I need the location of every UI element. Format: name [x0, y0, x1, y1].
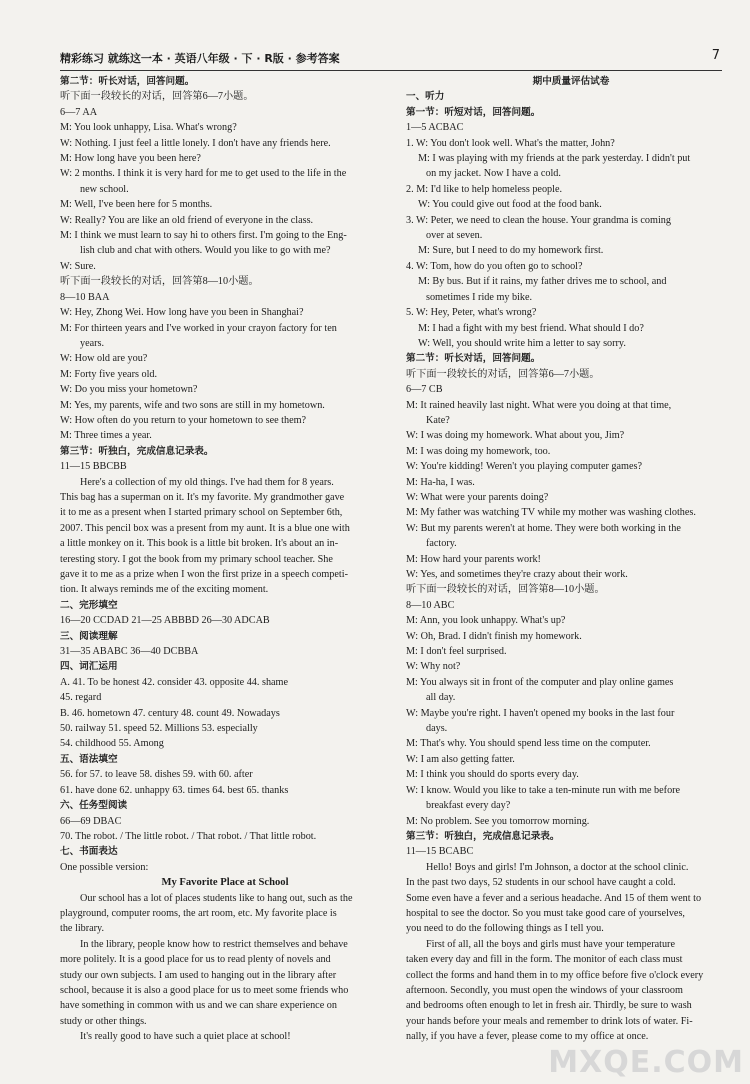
right-column-line: M: Ha-ha, I was.: [406, 476, 475, 488]
left-column-line: W: How old are you?: [60, 353, 148, 365]
left-column-line: 第二节：听长对话，回答问题。: [60, 76, 195, 87]
left-column-line: 45. regard: [60, 692, 102, 704]
right-column-line: In the past two days, 52 students in our school have caught a cold.: [406, 877, 676, 889]
left-column-line: 54. childhood 55. Among: [60, 738, 164, 750]
right-column-line: over at seven.: [426, 230, 483, 242]
right-column-line: you need to do the following things as I tell you.: [406, 923, 604, 935]
left-column-line: 56. for 57. to leave 58. dishes 59. with 60. after: [60, 769, 253, 781]
right-column-line: 一、听力: [406, 91, 445, 103]
right-column-line: afternoon. Secondly, you must open the windows of your classroom: [406, 984, 683, 996]
right-column-line: W: I am also getting fatter.: [406, 753, 515, 765]
left-column-line: the library.: [60, 923, 105, 935]
right-column-line: W: Well, you should write him a letter to say sorry.: [418, 337, 626, 349]
right-column-line: W: Maybe you're right. I haven't opened my books in the last four: [406, 707, 675, 719]
left-column-line: 三、阅读理解: [60, 630, 118, 642]
left-column-line: This bag has a superman on it. It's my favorite. My grandmother gave: [60, 491, 345, 503]
left-column-line: 四、词汇运用: [60, 661, 118, 673]
right-column-line: sometimes I ride my bike.: [426, 291, 533, 303]
right-column-line: M: Sure, but I need to do my homework first.: [418, 245, 604, 257]
left-column-line: My Favorite Place at School: [161, 877, 289, 889]
right-column-line: W: Why not?: [406, 661, 461, 673]
left-column-line: have something in common with us and we can share experience on: [60, 1000, 337, 1012]
right-column-line: M: No problem. See you tomorrow morning.: [406, 815, 590, 827]
left-column: [60, 74, 390, 1045]
right-column-line: hospital to see the doctor. So you must take good care of yourselves,: [406, 907, 685, 919]
right-column-line: days.: [426, 723, 448, 735]
right-column-line: M: I had a fight with my best friend. What should I do?: [418, 322, 644, 334]
header-title: 精彩练习 就练这一本 · 英语八年级 · 下 · R版 · 参考答案: [60, 52, 340, 65]
left-column-line: 50. railway 51. speed 52. Millions 53. especially: [60, 723, 258, 735]
right-column-line: breakfast every day?: [426, 800, 511, 812]
right-column-line: W: What were your parents doing?: [406, 491, 549, 503]
right-column-line: 期中质量评估试卷: [532, 76, 610, 87]
left-column-line: more politely. It is a good place for us to read plenty of novels and: [60, 954, 331, 966]
left-column-line: 11—15 BBCBB: [60, 461, 127, 473]
right-column-line: taken every day and fill in the form. The monitor of each class must: [406, 954, 683, 966]
right-column-line: Some even have a fever and a serious headache. And 15 of them went to: [406, 892, 702, 904]
left-column-line: new school.: [80, 183, 129, 195]
left-column-line: Our school has a lot of places students like to hang out, such as the: [80, 892, 353, 904]
left-column-line: lish club and chat with others. Would you like to go with me?: [80, 245, 331, 257]
left-column-line: M: How long have you been here?: [60, 153, 201, 165]
left-column-line: M: For thirteen years and I've worked in your crayon factory for ten: [60, 322, 337, 334]
left-column-line: 二、完形填空: [60, 599, 118, 611]
left-column-line: 七、书面表达: [60, 846, 118, 858]
right-column-line: Hello! Boys and girls! I'm Johnson, a doctor at the school clinic.: [426, 861, 689, 873]
right-column-line: W: I know. Would you like to take a ten-minute run with me before: [406, 784, 681, 796]
left-column-line: 听下面一段较长的对话，回答第6—7小题。: [60, 91, 254, 103]
right-column-line: 6—7 CB: [406, 384, 443, 396]
right-column-line: W: But my parents weren't at home. They were both working in the: [406, 522, 681, 534]
right-column: [406, 74, 736, 1045]
left-column-line: 第三节：听独白，完成信息记录表。: [60, 445, 214, 457]
right-column-line: and bedrooms often enough to let in fresh air. Thirdly, be sure to wash: [406, 1000, 692, 1012]
right-column-line: all day.: [426, 692, 456, 704]
left-column-line: It's really good to have such a quiet place at school!: [80, 1031, 291, 1043]
right-column-line: 第二节：听长对话，回答问题。: [406, 353, 541, 365]
right-column-line: M: My father was watching TV while my mother was washing clothes.: [406, 507, 696, 519]
left-column-line: M: I think we must learn to say hi to others first. I'm going to the Eng-: [60, 230, 347, 242]
right-column-line: First of all, all the boys and girls must have your temperature: [426, 938, 675, 950]
right-column-line: nally, if you have a fever, please come to my office at once.: [406, 1031, 649, 1043]
right-column-line: W: Yes, and sometimes they're crazy about their work.: [406, 569, 628, 580]
left-column-line: 2007. This pencil box was a present from my aunt. It is a blue one with: [60, 522, 350, 534]
right-column-line: M: I don't feel surprised.: [406, 646, 507, 658]
right-column-line: W: I was doing my homework. What about you, Jim?: [406, 430, 625, 442]
right-column-line: factory.: [426, 538, 457, 550]
right-column-line: your hands before your meals and remember to drink lots of water. Fi-: [406, 1015, 693, 1027]
left-column-line: 66—69 DBAC: [60, 815, 122, 827]
left-column-line: study or other things.: [60, 1015, 147, 1027]
left-column-line: tion. It always reminds me of the exciting moment.: [60, 584, 269, 596]
right-column-line: M: You always sit in front of the computer and play online games: [406, 676, 674, 688]
left-column-line: 8—10 BAA: [60, 291, 110, 303]
left-column-line: W: Do you miss your hometown?: [60, 384, 198, 396]
left-column-line: teresting story. I got the book from my primary school teacher. She: [60, 553, 333, 565]
page-number: 7: [711, 48, 720, 63]
right-column-line: 1. W: You don't look well. What's the matter, John?: [406, 137, 615, 149]
right-column-line: W: You could give out food at the food bank.: [418, 199, 602, 211]
right-column-line: M: I was playing with my friends at the park yesterday. I didn't put: [418, 153, 691, 165]
left-column-line: 六、任务型阅读: [60, 800, 128, 812]
right-column-line: 4. W: Tom, how do you often go to school?: [406, 260, 583, 272]
left-column-line: 6—7 AA: [60, 106, 98, 118]
right-column-line: 1—5 ACBAC: [406, 122, 464, 134]
right-column-line: 5. W: Hey, Peter, what's wrong?: [406, 307, 537, 319]
left-column-line: 70. The robot. / The little robot. / That robot. / That little robot.: [60, 830, 317, 842]
left-column-line: W: Nothing. I just feel a little lonely. I don't have any friends here.: [60, 137, 331, 149]
left-column-line: 听下面一段较长的对话，回答第8—10小题。: [60, 276, 259, 288]
left-column-line: W: Sure.: [60, 260, 96, 272]
left-column-line: gave it to me as a prize when I won the first prize in a speech competi-: [60, 569, 348, 580]
left-column-line: playground, computer rooms, the art room, etc. My favorite place is: [60, 907, 337, 919]
left-column-line: W: Hey, Zhong Wei. How long have you been in Shanghai?: [60, 307, 304, 319]
right-column-line: 8—10 ABC: [406, 599, 455, 611]
left-column-line: M: Three times a year.: [60, 430, 152, 442]
left-column-line: M: Yes, my parents, wife and two sons are still in my hometown.: [60, 399, 325, 411]
left-column-line: 61. have done 62. unhappy 63. times 64. best 65. thanks: [60, 784, 289, 796]
left-column-line: In the library, people know how to restrict themselves and behave: [80, 938, 348, 950]
left-column-line: M: Forty five years old.: [60, 368, 158, 380]
right-column-line: collect the forms and hand them in to my office before five o'clock every: [406, 969, 704, 981]
right-column-line: 3. W: Peter, we need to clean the house. Your grandma is coming: [406, 214, 671, 226]
right-column-line: 听下面一段较长的对话，回答第6—7小题。: [406, 368, 600, 380]
right-column-line: M: I was doing my homework, too.: [406, 445, 551, 457]
left-column-line: 16—20 CCDAD 21—25 ABBBD 26—30 ADCAB: [60, 615, 270, 627]
right-column-line: Kate?: [426, 414, 450, 426]
left-column-line: W: How often do you return to your hometown to see them?: [60, 414, 307, 426]
right-column-line: M: That's why. You should spend less time on the computer.: [406, 738, 651, 750]
left-column-line: M: You look unhappy, Lisa. What's wrong?: [60, 122, 237, 134]
page-header: [60, 46, 722, 71]
left-column-line: W: Really? You are like an old friend of everyone in the class.: [60, 214, 314, 226]
right-column-line: W: Oh, Brad. I didn't finish my homework.: [406, 630, 582, 642]
left-column-line: M: Well, I've been here for 5 months.: [60, 199, 213, 211]
left-column-line: Here's a collection of my old things. I've had them for 8 years.: [80, 476, 334, 488]
left-column-line: years.: [80, 337, 105, 349]
left-column-line: One possible version:: [60, 861, 149, 873]
right-column-line: 第一节：听短对话，回答问题。: [406, 106, 541, 118]
left-column-line: 五、语法填空: [60, 753, 118, 765]
left-column-line: school, because it is also a good place for us to meet some friends who: [60, 984, 349, 996]
right-column-line: on my jacket. Now I have a cold.: [426, 168, 561, 180]
right-column-line: M: I think you should do sports every day.: [406, 769, 579, 781]
left-column-line: B. 46. hometown 47. century 48. count 49. Nowadays: [60, 707, 280, 719]
left-column-line: it to me as a present when I started primary school on September 6th,: [60, 507, 343, 519]
right-column-line: W: You're kidding! Weren't you playing computer games?: [406, 461, 642, 473]
right-column-line: M: It rained heavily last night. What were you doing at that time,: [406, 399, 672, 411]
left-column-line: a little monkey on it. This book is a little bit broken. It's about an in-: [60, 538, 339, 550]
right-column-line: 2. M: I'd like to help homeless people.: [406, 183, 563, 195]
left-column-line: A. 41. To be honest 42. consider 43. opposite 44. shame: [60, 676, 289, 688]
right-column-line: M: Ann, you look unhappy. What's up?: [406, 615, 566, 627]
right-column-line: 听下面一段较长的对话，回答第8—10小题。: [406, 584, 605, 596]
watermark: MXQE.COM: [548, 1045, 744, 1080]
right-column-line: M: How hard your parents work!: [406, 553, 541, 565]
right-column-line: 第三节：听独白，完成信息记录表。: [406, 830, 560, 842]
left-column-line: W: 2 months. I think it is very hard for me to get used to the life in the: [60, 168, 347, 180]
right-column-line: 11—15 BCABC: [406, 846, 474, 858]
right-column-line: M: By bus. But if it rains, my father drives me to school, and: [418, 276, 667, 288]
left-column-line: study our own subjects. I am used to hanging out in the library after: [60, 969, 337, 981]
left-column-line: 31—35 ABABC 36—40 DCBBA: [60, 646, 199, 658]
